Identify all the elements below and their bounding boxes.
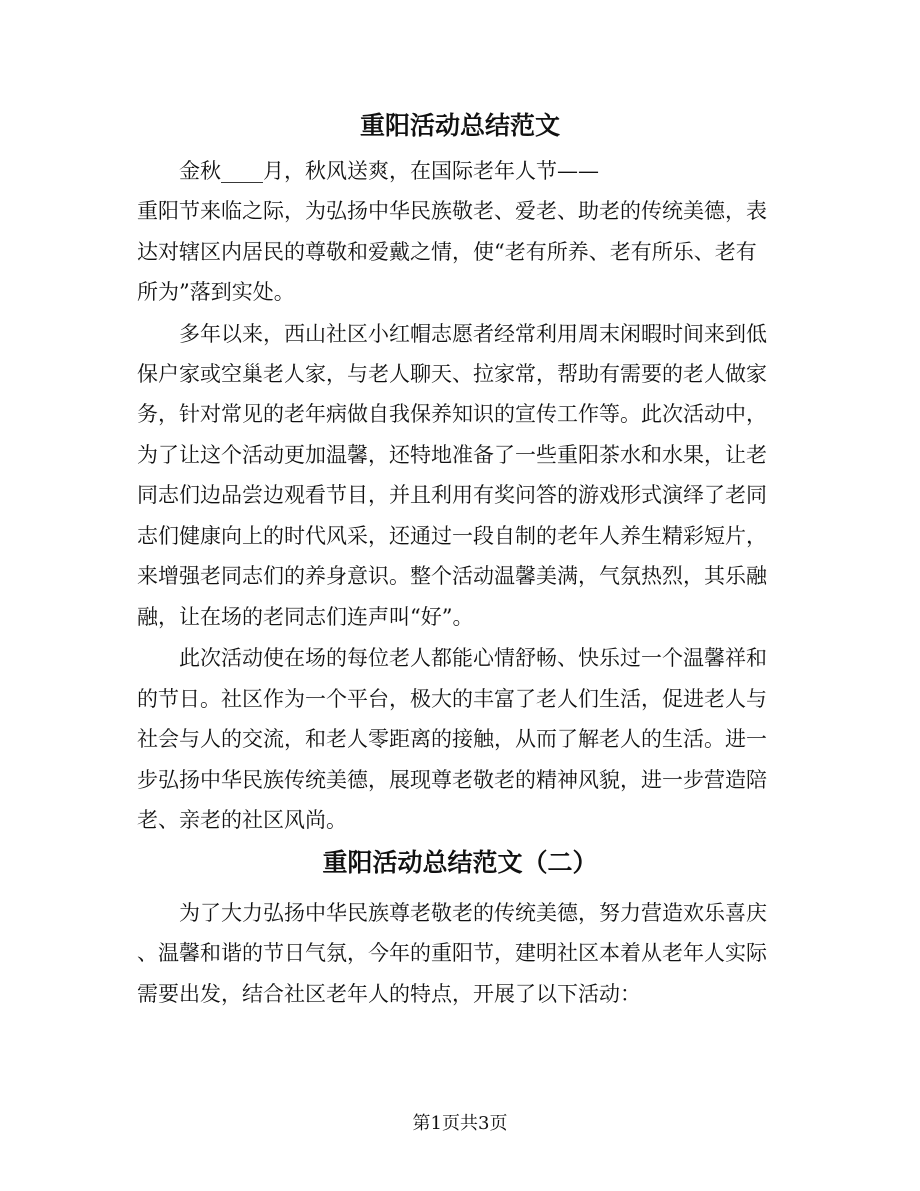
paragraph-line: 的节日。社区作为一个平台，极大的丰富了老人们生活，促进老人与 xyxy=(137,687,767,711)
paragraph-line: 老、亲老的社区风尚。 xyxy=(137,808,347,832)
document-title: 重阳活动总结范文 xyxy=(359,111,560,140)
paragraph-line: 多年以来，西山社区小红帽志愿者经常利用周末闲暇时间来到低 xyxy=(179,322,767,346)
page-indicator: 第1页共3页 xyxy=(412,1113,508,1134)
paragraph-line: 需要出发，结合社区老年人的特点，开展了以下活动： xyxy=(137,982,641,1006)
paragraph-line: 达对辖区内居民的尊敬和爱戴之情，使“老有所养、老有所乐、老有 xyxy=(137,240,757,264)
paragraph-line: 为了让这个活动更加温馨，还特地准备了一些重阳茶水和水果，让老 xyxy=(137,443,767,467)
section-2-title: 重阳活动总结范文（二） xyxy=(322,848,598,877)
paragraph-line: 务，针对常见的老年病做自我保养知识的宣传工作等。此次活动中， xyxy=(137,402,767,426)
paragraph-line: 步弘扬中华民族传统美德，展现尊老敬老的精神风貌，进一步营造陪 xyxy=(137,768,767,792)
paragraph-line: 金秋____月，秋风送爽，在国际老年人节—— xyxy=(179,159,599,183)
paragraph-line: 融，让在场的老同志们连声叫“好”。 xyxy=(137,605,474,629)
paragraph-line: 志们健康向上的时代风采，还通过一段自制的老年人养生精彩短片， xyxy=(137,524,767,548)
paragraph-line: 同志们边品尝边观看节目，并且利用有奖问答的游戏形式演绎了老同 xyxy=(137,483,767,507)
paragraph-line: 为了大力弘扬中华民族尊老敬老的传统美德，努力营造欢乐喜庆 xyxy=(179,901,767,925)
paragraph-line: 社会与人的交流，和老人零距离的接触，从而了解老人的生活。进一 xyxy=(137,727,767,751)
paragraph-line: 所为”落到实处。 xyxy=(137,280,295,304)
paragraph-line: 重阳节来临之际，为弘扬中华民族敬老、爱老、助老的传统美德，表 xyxy=(137,199,767,223)
paragraph-line: 保户家或空巢老人家，与老人聊天、拉家常，帮助有需要的老人做家 xyxy=(137,362,767,386)
paragraph-line: 此次活动使在场的每位老人都能心情舒畅、快乐过一个温馨祥和 xyxy=(179,646,767,670)
paragraph-line: 、温馨和谐的节日气氛，今年的重阳节，建明社区本着从老年人实际 xyxy=(137,941,767,965)
paragraph-line: 来增强老同志们的养身意识。整个活动温馨美满，气氛热烈，其乐融 xyxy=(137,564,767,588)
